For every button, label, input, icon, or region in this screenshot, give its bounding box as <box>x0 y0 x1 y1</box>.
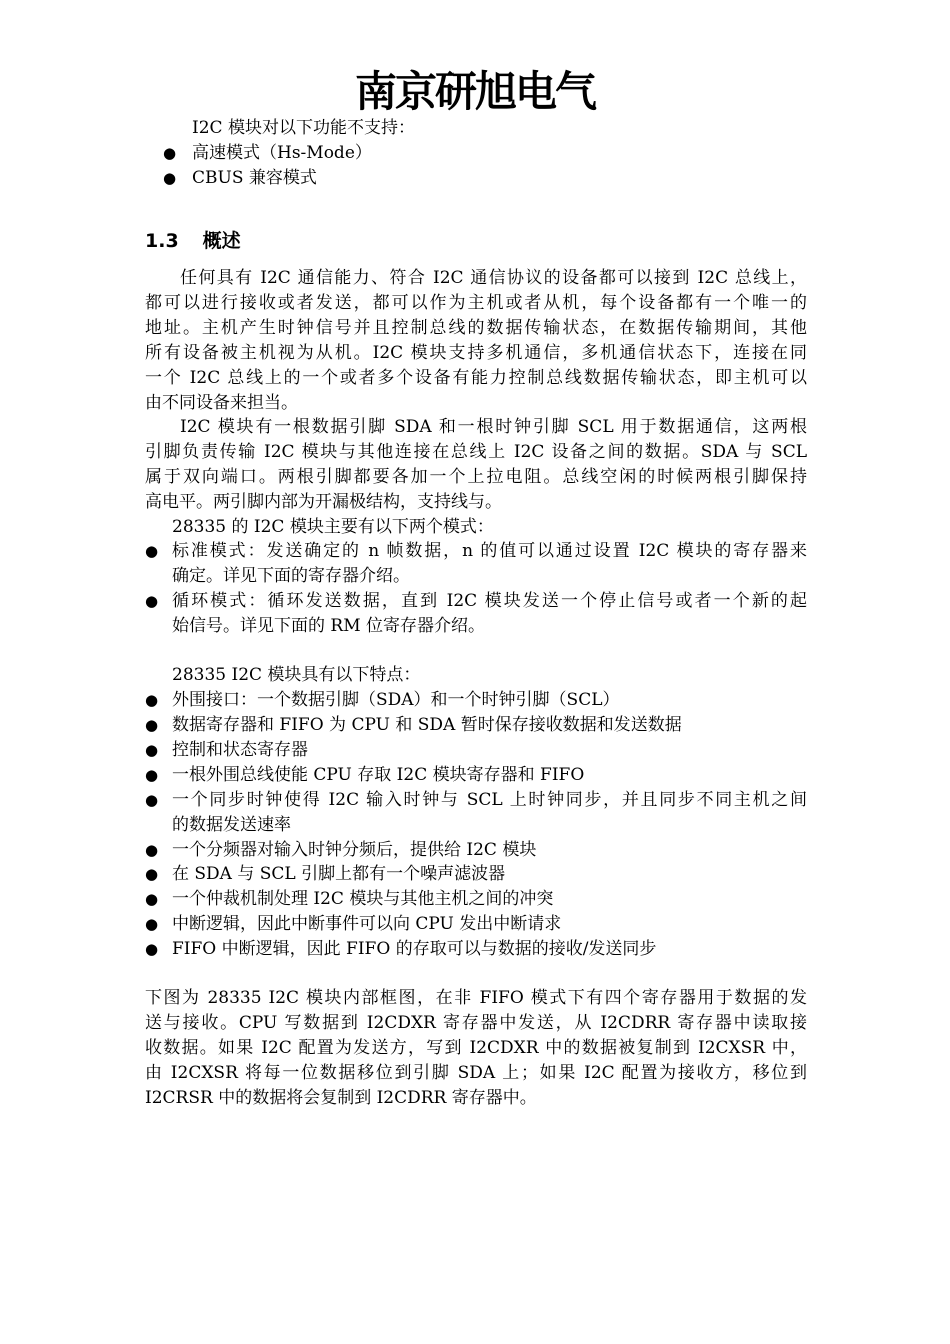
feature-item-line: 一个同步时钟使得 I2C 输入时钟与 SCL 上时钟同步，并且同步不同主机之间 <box>172 790 807 810</box>
paragraph-line: 送与接收。CPU 写数据到 I2CDXR 寄存器中发送，从 I2CDRR 寄存器中读取接 <box>145 1013 807 1033</box>
bullet-icon: ● <box>145 716 159 734</box>
paragraph-line: 由 I2CXSR 将每一位数据移位到引脚 SDA 上；如果 I2C 配置为接收方，移位到 <box>145 1063 807 1083</box>
modes-intro: 28335 的 I2C 模块主要有以下两个模式： <box>172 517 494 537</box>
paragraph-line: I2C 模块有一根数据引脚 SDA 和一根时钟引脚 SCL 用于数据通信，这两根 <box>180 417 807 437</box>
bullet-icon: ● <box>145 592 159 610</box>
paragraph-line: 一个 I2C 总线上的一个或者多个设备有能力控制总线数据传输状态，即主机可以 <box>145 368 807 388</box>
bullet-icon: ● <box>145 940 159 958</box>
bullet-icon: ● <box>145 890 159 908</box>
mode-item-line: 循环模式：循环发送数据，直到 I2C 模块发送一个停止信号或者一个新的起 <box>172 591 807 611</box>
feature-item-line: 在 SDA 与 SCL 引脚上都有一个噪声滤波器 <box>172 864 506 884</box>
bullet-icon: ● <box>163 144 177 162</box>
features-intro: 28335 I2C 模块具有以下特点： <box>172 665 421 685</box>
paragraph-line: 高电平。两引脚内部为开漏极结构，支持线与。 <box>145 492 502 512</box>
section-title: 概述 <box>202 230 241 252</box>
section-number: 1.3 <box>145 230 179 252</box>
paragraph-line: 都可以进行接收或者发送，都可以作为主机或者从机，每个设备都有一个唯一的 <box>145 293 807 313</box>
feature-item-line: 中断逻辑，因此中断事件可以向 CPU 发出中断请求 <box>172 914 562 934</box>
paragraph-line: 收数据。如果 I2C 配置为发送方，写到 I2CDXR 中的数据被复制到 I2CXSR 中， <box>145 1038 807 1058</box>
paragraph-line: 引脚负责传输 I2C 模块与其他连接在总线上 I2C 设备之间的数据。SDA 与 SCL <box>145 442 807 462</box>
bullet-icon: ● <box>145 915 159 933</box>
paragraph-line: 地址。主机产生时钟信号并且控制总线的数据传输状态，在数据传输期间，其他 <box>145 318 807 338</box>
feature-item-line: FIFO 中断逻辑，因此 FIFO 的存取可以与数据的接收/发送同步 <box>172 939 657 959</box>
paragraph-line: 属于双向端口。两根引脚都要各加一个上拉电阻。总线空闲的时候两根引脚保持 <box>145 467 807 487</box>
bullet-icon: ● <box>145 691 159 709</box>
bullet-icon: ● <box>145 542 159 560</box>
bullet-icon: ● <box>145 791 159 809</box>
mode-item-line: 标准模式：发送确定的 n 帧数据，n 的值可以通过设置 I2C 模块的寄存器来 <box>172 541 807 561</box>
bullet-icon: ● <box>145 741 159 759</box>
feature-item-line: 一个仲裁机制处理 I2C 模块与其他主机之间的冲突 <box>172 889 554 909</box>
paragraph-line: 任何具有 I2C 通信能力、符合 I2C 通信协议的设备都可以接到 I2C 总线上， <box>180 268 807 288</box>
unsupported-intro: I2C 模块对以下功能不支持： <box>192 118 415 138</box>
feature-item-line: 一根外围总线使能 CPU 存取 I2C 模块寄存器和 FIFO <box>172 765 585 785</box>
mode-item-line: 始信号。详见下面的 RM 位寄存器介绍。 <box>172 616 486 636</box>
bullet-icon: ● <box>163 169 177 187</box>
bullet-icon: ● <box>145 766 159 784</box>
mode-item-line: 确定。详见下面的寄存器介绍。 <box>172 566 410 586</box>
paragraph-line: 由不同设备来担当。 <box>145 393 298 413</box>
section-heading <box>145 228 241 254</box>
feature-item-line: 的数据发送速率 <box>172 815 291 835</box>
unsupported-item: CBUS 兼容模式 <box>192 168 317 188</box>
feature-item-line: 控制和状态寄存器 <box>172 740 308 760</box>
feature-item-line: 数据寄存器和 FIFO 为 CPU 和 SDA 暂时保存接收数据和发送数据 <box>172 715 682 735</box>
unsupported-item: 高速模式（Hs-Mode） <box>192 143 372 163</box>
paragraph-line: 下图为 28335 I2C 模块内部框图，在非 FIFO 模式下有四个寄存器用于数据的发 <box>145 988 807 1008</box>
page-header-title: 南京研旭电气 <box>354 67 595 116</box>
feature-item-line: 一个分频器对输入时钟分频后，提供给 I2C 模块 <box>172 840 537 860</box>
paragraph-line: 所有设备被主机视为从机。I2C 模块支持多机通信，多机通信状态下，连接在同 <box>145 343 807 363</box>
feature-item-line: 外围接口：一个数据引脚（SDA）和一个时钟引脚（SCL） <box>172 690 620 710</box>
bullet-icon: ● <box>145 841 159 859</box>
bullet-icon: ● <box>145 865 159 883</box>
paragraph-line: I2CRSR 中的数据将会复制到 I2CDRR 寄存器中。 <box>145 1088 537 1108</box>
